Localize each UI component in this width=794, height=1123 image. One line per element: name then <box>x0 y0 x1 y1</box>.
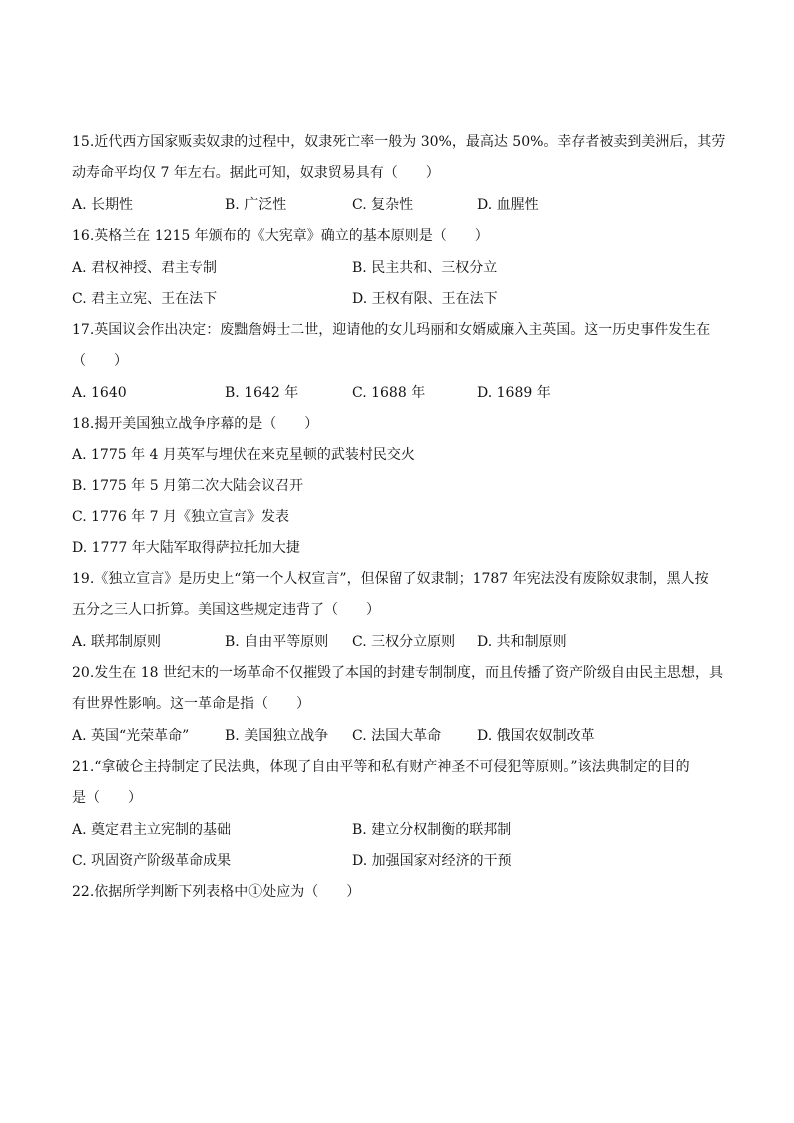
question-16-option-a: A. 君权神授、君主专制 <box>72 260 218 276</box>
question-18-option-b: B. 1775 年 5 月第二次大陆会议召开 <box>72 478 304 494</box>
question-16-option-c: C. 君主立宪、王在法下 <box>72 291 218 307</box>
question-19-option-d: D. 共和制原则 <box>477 634 567 650</box>
question-15-option-b: B. 广泛性 <box>225 197 287 213</box>
question-19-stem-line-2: 五分之三人口折算。美国这些规定违背了（ ） <box>72 602 380 618</box>
question-16-stem: 16.英格兰在 1215 年颁布的《大宪章》确立的基本原则是（ ） <box>72 228 489 244</box>
question-15-stem-line-1: 15.近代西方国家贩卖奴隶的过程中，奴隶死亡率一般为 30%，最高达 50%。幸存者被卖到美洲后，其劳 <box>72 134 726 150</box>
question-17-option-b: B. 1642 年 <box>225 385 299 401</box>
question-20-stem-line-2: 有世界性影响。这一革命是指（ ） <box>72 696 310 712</box>
question-15-option-a: A. 长期性 <box>72 197 134 213</box>
question-21-option-d: D. 加强国家对经济的干预 <box>352 853 512 869</box>
question-18-option-c: C. 1776 年 7 月《独立宣言》发表 <box>72 509 289 525</box>
question-18-option-d: D. 1777 年大陆军取得萨拉托加大捷 <box>72 540 300 556</box>
question-20-stem-line-1: 20.发生在 18 世纪末的一场革命不仅摧毁了本国的封建专制制度，而且传播了资产阶级自由民主思想，具 <box>72 665 723 681</box>
question-21-option-c: C. 巩固资产阶级革命成果 <box>72 853 232 869</box>
question-18-stem: 18.揭开美国独立战争序幕的是（ ） <box>72 416 319 432</box>
question-19-option-b: B. 自由平等原则 <box>225 634 329 650</box>
question-20-option-a: A. 英国“光荣革命” <box>72 728 190 744</box>
question-17-option-a: A. 1640 <box>72 385 127 401</box>
question-20-option-d: D. 俄国农奴制改革 <box>477 728 595 744</box>
question-16-option-d: D. 王权有限、王在法下 <box>352 291 498 307</box>
question-19-option-c: C. 三权分立原则 <box>352 634 456 650</box>
question-15-option-c: C. 复杂性 <box>352 197 414 213</box>
question-18-option-a: A. 1775 年 4 月英军与埋伏在来克星顿的武装村民交火 <box>72 447 415 463</box>
question-21-option-b: B. 建立分权制衡的联邦制 <box>352 822 512 838</box>
question-17-stem-line-1: 17.英国议会作出决定：废黜詹姆士二世，迎请他的女儿玛丽和女婿威廉入主英国。这一历史事件发生在 <box>72 322 711 338</box>
question-20-option-b: B. 美国独立战争 <box>225 728 329 744</box>
question-17-stem-line-2: （ ） <box>72 353 128 369</box>
question-21-stem-line-2: 是（ ） <box>72 790 142 806</box>
question-21-stem-line-1: 21.“拿破仑主持制定了民法典，体现了自由平等和私有财产神圣不可侵犯等原则。”该法典制定的目的 <box>72 759 690 775</box>
question-22-stem: 22.依据所学判断下列表格中①处应为（ ） <box>72 884 361 900</box>
question-19-option-a: A. 联邦制原则 <box>72 634 162 650</box>
question-19-stem-line-1: 19.《独立宣言》是历史上“第一个人权宣言”，但保留了奴隶制；1787 年宪法没有废除奴隶制，黑人按 <box>72 571 709 587</box>
question-15-option-d: D. 血腥性 <box>477 197 539 213</box>
question-17-option-d: D. 1689 年 <box>477 385 551 401</box>
question-17-option-c: C. 1688 年 <box>352 385 426 401</box>
question-21-option-a: A. 奠定君主立宪制的基础 <box>72 822 232 838</box>
question-20-option-c: C. 法国大革命 <box>352 728 442 744</box>
question-16-option-b: B. 民主共和、三权分立 <box>352 260 498 276</box>
question-15-stem-line-2: 动寿命平均仅 7 年左右。据此可知，奴隶贸易具有（ ） <box>72 165 440 181</box>
